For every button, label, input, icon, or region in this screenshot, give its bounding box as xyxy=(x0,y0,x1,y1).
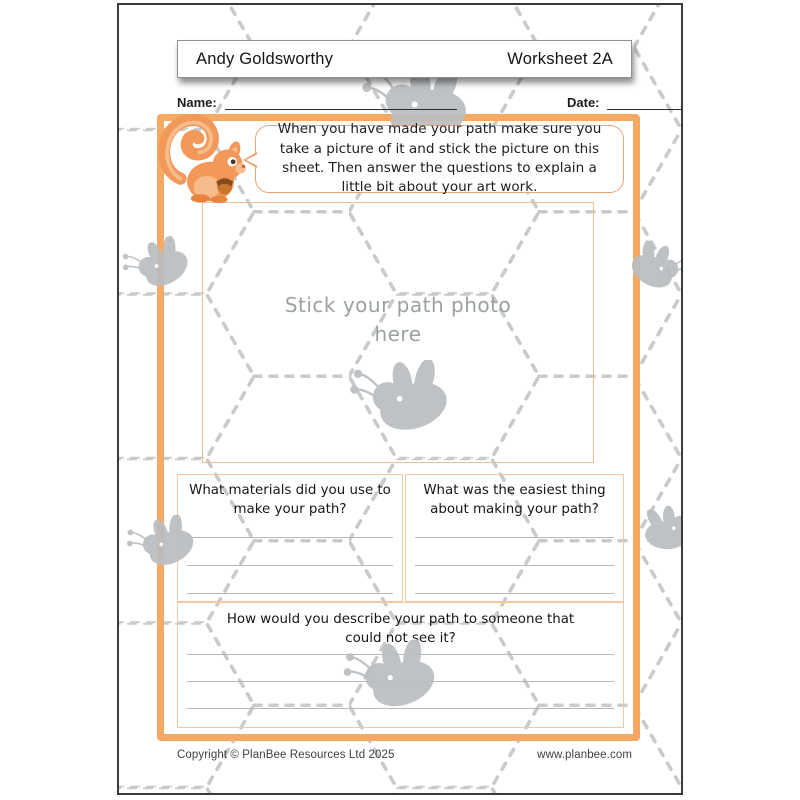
worksheet-page xyxy=(117,3,683,795)
question-text: How would you describe your path to someone that could not see it? xyxy=(226,612,575,646)
instruction-speech-bubble xyxy=(255,121,624,196)
date-field-line xyxy=(607,109,683,110)
question-text: What was the easiest thing about making your path? xyxy=(423,483,606,517)
worksheet-number: Worksheet 2A xyxy=(507,49,613,68)
bee-icon xyxy=(339,637,456,714)
date-label: Date: xyxy=(567,95,600,110)
photo-placeholder-text: Stick your path photo here xyxy=(284,293,512,346)
instruction-text: When you have made your path make sure you take a picture of it and stick the picture on this sheet. Then answer the questions to explain a little bit about your art work. xyxy=(277,121,602,196)
bee-icon xyxy=(347,360,467,434)
website-link: www.planbee.com xyxy=(537,749,632,761)
header-bar xyxy=(177,40,632,78)
name-label: Name: xyxy=(177,95,217,110)
footer xyxy=(177,749,632,761)
page-title: Andy Goldsworthy xyxy=(196,49,334,68)
name-date-row xyxy=(177,93,632,113)
name-field-line xyxy=(225,109,457,110)
squirrel-icon xyxy=(157,111,251,205)
question-text: What materials did you use to make your path? xyxy=(189,483,391,517)
copyright-text: Copyright © PlanBee Resources Ltd 2025 xyxy=(177,749,395,761)
